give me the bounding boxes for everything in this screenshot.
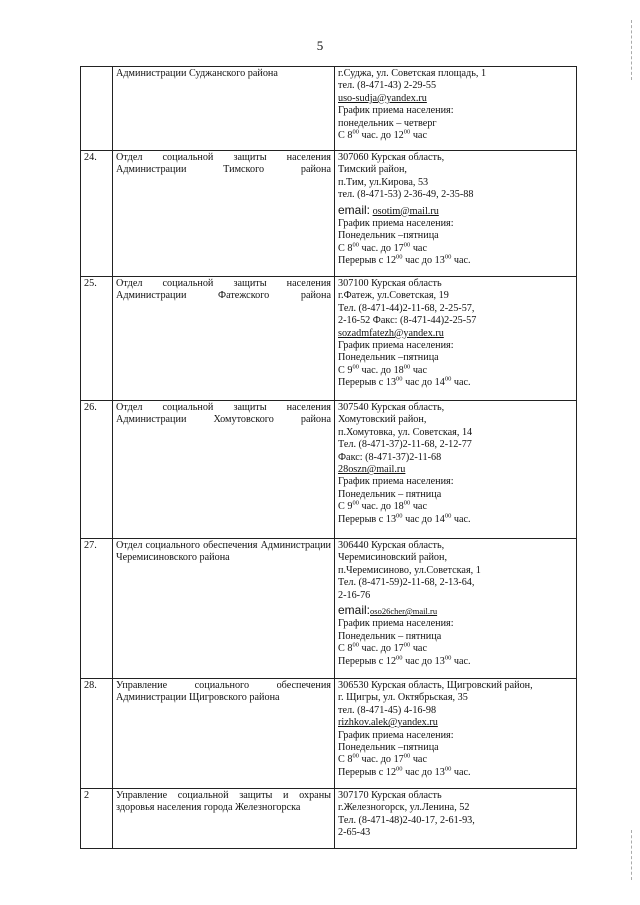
address-line: Черемисиновский район, (338, 552, 448, 564)
schedule-title: График приема населения: (338, 218, 454, 230)
address-line: 2-16-52 Факс: (8-471-44)2-25-57 (338, 315, 477, 327)
row-number: 24. (81, 151, 113, 277)
address-line: Тел. (8-471-44)2-11-68, 2-25-57, (338, 302, 475, 314)
address-line: 307170 Курская область (338, 790, 442, 801)
schedule-days: Понедельник – пятница (338, 630, 442, 642)
schedule-title: График приема населения: (338, 476, 454, 488)
table-body (81, 67, 577, 849)
schedule-days: Понедельник –пятница (338, 352, 439, 364)
address-line: г.Фатеж, ул.Советская, 19 (338, 290, 449, 302)
email-label: email: (338, 202, 371, 217)
address-line: Тел. (8-471-37)2-11-68, 2-12-77 (338, 439, 472, 451)
row-number: 26. (81, 401, 113, 539)
table-row (81, 789, 577, 849)
table-row (81, 401, 577, 539)
email-label: email: (338, 603, 371, 618)
office-name: Управление социальной защиты и охраны здоровья населения города Железногорска (113, 789, 335, 849)
address-line: тел. (8-471-45) 4-16-98 (338, 704, 437, 716)
schedule-break: Перерыв с $12^{00}$ час до $13^{00}$ час. (338, 253, 471, 267)
schedule-hours: С $8^{00}$ час. до $17^{00}$ час (338, 753, 427, 766)
office-contacts (335, 151, 577, 277)
schedule-hours: С $8^{00}$ час. до $17^{00}$ час (338, 641, 427, 655)
schedule-hours: С $9^{00}$ час. до $18^{00}$ час (338, 499, 427, 513)
schedule-days: Понедельник –пятница (338, 742, 439, 754)
address-line: г. Щигры, ул. Октябрьская, 35 (338, 692, 468, 704)
schedule-break: Перерыв с $12^{00}$ час до $13^{00}$ час. (338, 765, 471, 778)
address-line: 2-16-76 (338, 589, 371, 601)
address-line: г.Суджа, ул. Советская площадь, 1 (338, 68, 487, 79)
email-link[interactable]: oso26cher@mail.ru (370, 606, 438, 617)
address-line: п.Тим, ул.Кирова, 53 (338, 176, 429, 188)
office-contacts (335, 277, 577, 401)
address-line: тел. (8-471-53) 2-36-49, 2-35-88 (338, 189, 474, 201)
office-name: Отдел социальной защиты населения Администрации Тимского района (113, 151, 335, 277)
office-contacts (335, 539, 577, 679)
schedule-title: График приема населения: (338, 618, 454, 630)
row-number: 25. (81, 277, 113, 401)
table-row (81, 277, 577, 401)
schedule-hours: С $8^{00}$ час. до $17^{00}$ час (338, 241, 427, 254)
address-line: Тимский район, (338, 164, 407, 176)
schedule-days: понедельник – четверг (338, 117, 437, 129)
address-line: 306440 Курская область, (338, 540, 445, 551)
address-line: Тел. (8-471-48)2-40-17, 2-61-93, (338, 814, 475, 826)
email-link[interactable]: rizhkov.alek@yandex.ru (338, 717, 438, 729)
table-row (81, 679, 577, 789)
schedule-break: Перерыв с $13^{00}$ час до $14^{00}$ час. (338, 512, 471, 525)
office-contacts (335, 679, 577, 789)
office-name: Отдел социального обеспечения Администрации Черемисиновского района (113, 539, 335, 679)
office-name: Управление социального обеспечения Администрации Щигровского района (113, 679, 335, 789)
address-line: 306530 Курская область, Щигровский район, (338, 680, 533, 691)
office-contacts (335, 401, 577, 539)
address-line: тел. (8-471-43) 2-29-55 (338, 80, 437, 92)
table-row (81, 539, 577, 679)
address-line: Хомутовский район, (338, 414, 427, 426)
row-number: 28. (81, 679, 113, 789)
email-link[interactable]: sozadmfatezh@yandex.ru (338, 327, 444, 339)
address-line: Тел. (8-471-59)2-11-68, 2-13-64, (338, 577, 475, 589)
address-line: п.Черемисиново, ул.Советская, 1 (338, 564, 481, 576)
row-number (81, 67, 113, 151)
office-name: Отдел социальной защиты населения Администрации Хомутовского района (113, 401, 335, 539)
schedule-title: График приема населения: (338, 729, 454, 741)
office-name: Администрации Суджанского района (113, 67, 335, 151)
schedule-title: График приема населения: (338, 105, 454, 117)
address-line: 2-65-43 (338, 827, 371, 839)
schedule-title: График приема населения: (338, 340, 454, 352)
address-line: 307060 Курская область, (338, 152, 445, 163)
schedule-days: Понедельник – пятница (338, 488, 442, 500)
schedule-days: Понедельник –пятница (338, 230, 439, 242)
email-link[interactable]: uso-sudja@yandex.ru (338, 92, 427, 104)
schedule-hours: С $9^{00}$ час. до $18^{00}$ час (338, 363, 427, 376)
table-row (81, 151, 577, 277)
office-contacts (335, 789, 577, 849)
row-number: 2 (81, 789, 113, 849)
social-protection-offices-table (80, 66, 577, 849)
address-line: 307540 Курская область, (338, 402, 445, 413)
address-line: г.Железногорск, ул.Ленина, 52 (338, 802, 470, 814)
office-name: Отдел социальной защиты населения Администрации Фатежского района (113, 277, 335, 401)
schedule-hours: С $8^{00}$ час. до $12^{00}$ час (338, 128, 427, 142)
margin-scan-marks (629, 20, 632, 80)
office-contacts (335, 67, 577, 151)
address-line: 307100 Курская область (338, 278, 442, 289)
address-line: Факс: (8-471-37)2-11-68 (338, 451, 442, 463)
schedule-break: Перерыв с $12^{00}$ час до $13^{00}$ час. (338, 654, 471, 667)
email-link[interactable]: 28oszn@mail.ru (338, 464, 406, 476)
schedule-break: Перерыв с $13^{00}$ час до $14^{00}$ час. (338, 375, 471, 389)
address-line: п.Хомутовка, ул. Советская, 14 (338, 426, 473, 438)
table-row (81, 67, 577, 151)
email-link[interactable]: osotim@mail.ru (372, 205, 439, 217)
margin-scan-marks-bottom (629, 830, 632, 880)
row-number: 27. (81, 539, 113, 679)
page-number: 5 (316, 38, 324, 53)
